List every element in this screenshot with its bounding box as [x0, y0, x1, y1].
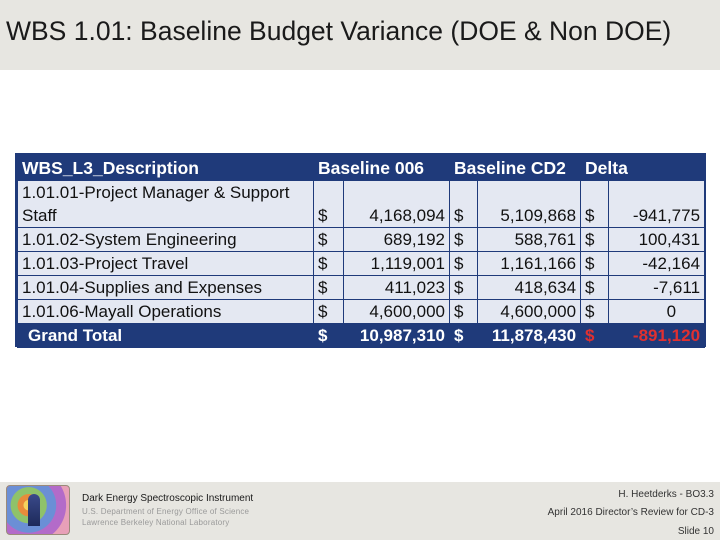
footer-presenter: H. Heetderks - BO3.3 — [618, 489, 714, 500]
table-row — [18, 276, 705, 300]
currency-sign: $ — [314, 300, 344, 324]
table-header-row — [18, 156, 705, 181]
header-delta: Delta — [581, 156, 705, 181]
total-delta-value: -891,120 — [609, 324, 705, 348]
currency-sign: $ — [581, 324, 609, 348]
footer-lab-name: Lawrence Berkeley National Laboratory — [82, 518, 230, 527]
currency-sign: $ — [581, 300, 609, 324]
delta-value: -42,164 — [609, 252, 705, 276]
header-baseline: Baseline 006 — [314, 156, 450, 181]
row-description: 1.01.03-Project Travel — [18, 252, 314, 276]
currency-sign: $ — [581, 181, 609, 228]
table-row — [18, 228, 705, 252]
delta-value: -7,611 — [609, 276, 705, 300]
slide-title: WBS 1.01: Baseline Budget Variance (DOE & Non DOE) — [6, 16, 672, 46]
baseline-value: 4,600,000 — [344, 300, 450, 324]
title-bar — [0, 0, 720, 70]
currency-sign: $ — [450, 324, 478, 348]
table-row — [18, 300, 705, 324]
grand-total-row — [18, 324, 705, 348]
currency-sign: $ — [450, 252, 478, 276]
row-description: 1.01.01-Project Manager & Support Staff — [18, 181, 314, 228]
total-baseline-value: 10,987,310 — [344, 324, 450, 348]
currency-sign: $ — [581, 252, 609, 276]
currency-sign: $ — [314, 324, 344, 348]
budget-table-frame — [15, 153, 706, 347]
currency-sign: $ — [450, 181, 478, 228]
currency-sign: $ — [581, 276, 609, 300]
delta-value: 0 — [609, 300, 705, 324]
table-row — [18, 252, 705, 276]
row-description: 1.01.06-Mayall Operations — [18, 300, 314, 324]
cd2-value: 1,161,166 — [478, 252, 581, 276]
baseline-value: 4,168,094 — [344, 181, 450, 228]
baseline-value: 411,023 — [344, 276, 450, 300]
slide-number: Slide 10 — [677, 526, 714, 537]
table-row — [18, 181, 705, 228]
baseline-value: 689,192 — [344, 228, 450, 252]
baseline-value: 1,119,001 — [344, 252, 450, 276]
header-cd2: Baseline CD2 — [450, 156, 581, 181]
row-description: 1.01.02-System Engineering — [18, 228, 314, 252]
currency-sign: $ — [450, 300, 478, 324]
currency-sign: $ — [314, 252, 344, 276]
cd2-value: 588,761 — [478, 228, 581, 252]
total-cd2-value: 11,878,430 — [478, 324, 581, 348]
currency-sign: $ — [314, 181, 344, 228]
footer-instrument-name: Dark Energy Spectroscopic Instrument — [82, 493, 254, 504]
budget-variance-table — [17, 155, 705, 348]
row-description: 1.01.04-Supplies and Expenses — [18, 276, 314, 300]
currency-sign: $ — [581, 228, 609, 252]
footer-doe-office: U.S. Department of Energy Office of Science — [82, 507, 250, 516]
currency-sign: $ — [314, 276, 344, 300]
currency-sign: $ — [314, 228, 344, 252]
grand-total-label: Grand Total — [18, 324, 314, 348]
currency-sign: $ — [450, 228, 478, 252]
delta-value: -941,775 — [609, 181, 705, 228]
header-description: WBS_L3_Description — [18, 156, 314, 181]
footer-review: April 2016 Director’s Review for CD-3 — [547, 507, 714, 518]
cd2-value: 418,634 — [478, 276, 581, 300]
currency-sign: $ — [450, 276, 478, 300]
cd2-value: 4,600,000 — [478, 300, 581, 324]
telescope-dome-icon — [28, 494, 40, 526]
cd2-value: 5,109,868 — [478, 181, 581, 228]
delta-value: 100,431 — [609, 228, 705, 252]
